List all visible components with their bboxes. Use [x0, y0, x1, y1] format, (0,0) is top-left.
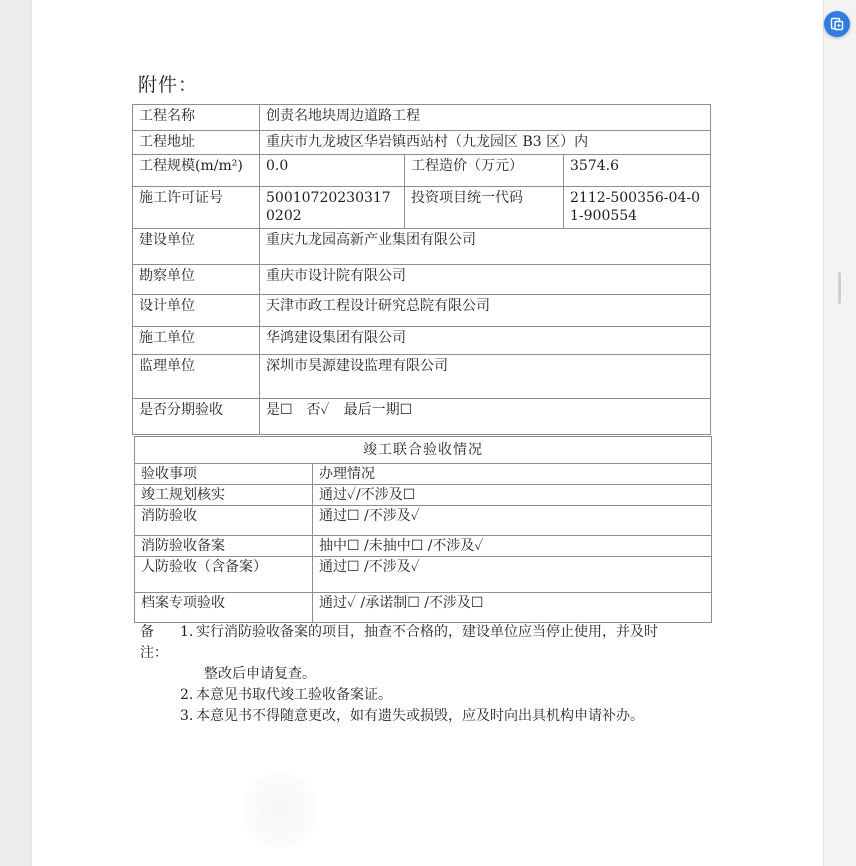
notes-section	[140, 622, 720, 727]
staged-acceptance-label: 是否分期验收	[133, 399, 260, 435]
staged-acceptance-value: 是☐ 否✓ 最后一期☐	[260, 399, 711, 435]
row-project-name	[133, 105, 711, 131]
floating-tool-button[interactable]	[824, 11, 850, 37]
acceptance-status-header: 办理情况	[313, 464, 712, 485]
acceptance-header-row	[135, 464, 712, 485]
acceptance-status: 通过✓/不涉及☐	[313, 485, 712, 506]
acceptance-item: 消防验收	[135, 506, 313, 536]
designer-label: 设计单位	[133, 295, 260, 327]
acceptance-section-row	[135, 437, 712, 464]
note-item	[140, 622, 720, 664]
scrollbar-track[interactable]	[823, 0, 856, 866]
table-row	[135, 557, 712, 593]
surveyor-value: 重庆市设计院有限公司	[260, 265, 711, 295]
scrollbar-thumb[interactable]	[838, 272, 841, 304]
note-text: 本意见书不得随意更改，如有遗失或损毁，应及时向出具机构申请补办。	[196, 708, 644, 724]
translate-doc-icon	[830, 17, 844, 31]
supervisor-label: 监理单位	[133, 355, 260, 399]
acceptance-section-title: 竣工联合验收情况	[135, 437, 712, 464]
row-surveyor	[133, 265, 711, 295]
acceptance-table	[134, 436, 712, 623]
investment-code-label: 投资项目统一代码	[405, 187, 564, 229]
row-designer	[133, 295, 711, 327]
project-cost-value: 3574.6	[564, 155, 711, 187]
note-text: 实行消防验收备案的项目，抽查不合格的，建设单位应当停止使用，并及时	[196, 624, 658, 640]
acceptance-item-header: 验收事项	[135, 464, 313, 485]
table-row	[135, 593, 712, 623]
constructor-value: 华鸿建设集团有限公司	[260, 327, 711, 355]
table-row	[135, 536, 712, 557]
acceptance-item: 档案专项验收	[135, 593, 313, 623]
builder-value: 重庆九龙园高新产业集团有限公司	[260, 229, 711, 265]
row-scale-cost	[133, 155, 711, 187]
table-row	[135, 485, 712, 506]
note-number: 2.	[180, 687, 194, 703]
project-address-value: 重庆市九龙坡区华岩镇西站村（九龙园区 B3 区）内	[260, 131, 711, 155]
acceptance-status: 通过☐ /不涉及✓	[313, 557, 712, 593]
designer-value: 天津市政工程设计研究总院有限公司	[260, 295, 711, 327]
row-project-address	[133, 131, 711, 155]
faint-seal-mark	[240, 770, 320, 850]
table-row	[135, 506, 712, 536]
construction-permit-label: 施工许可证号	[133, 187, 260, 229]
acceptance-item: 消防验收备案	[135, 536, 313, 557]
investment-code-value: 2112-500356-04-01-900554	[564, 187, 711, 229]
row-permit-code	[133, 187, 711, 229]
row-supervisor	[133, 355, 711, 399]
acceptance-item: 竣工规划核实	[135, 485, 313, 506]
construction-permit-value: 500107202303170202	[260, 187, 405, 229]
acceptance-status: 抽中☐ /未抽中☐ /不涉及✓	[313, 536, 712, 557]
note-number: 3.	[180, 708, 194, 724]
project-name-label: 工程名称	[133, 105, 260, 131]
acceptance-item: 人防验收（含备案）	[135, 557, 313, 593]
project-address-label: 工程地址	[133, 131, 260, 155]
project-scale-value: 0.0	[260, 155, 405, 187]
note-number: 1.	[180, 624, 194, 640]
constructor-label: 施工单位	[133, 327, 260, 355]
note-item	[140, 706, 720, 727]
row-constructor	[133, 327, 711, 355]
notes-prefix: 备注：	[140, 624, 168, 661]
note-continuation: 整改后申请复查。	[204, 666, 316, 682]
project-name-value: 创责名地块周边道路工程	[260, 105, 711, 131]
row-builder	[133, 229, 711, 265]
attachment-label: 附件：	[138, 74, 199, 96]
note-text: 本意见书取代竣工验收备案证。	[196, 687, 392, 703]
project-scale-label: 工程规模(m/m²)	[133, 155, 260, 187]
row-staged-acceptance	[133, 399, 711, 435]
supervisor-value: 深圳市昊源建设监理有限公司	[260, 355, 711, 399]
acceptance-status: 通过☐ /不涉及✓	[313, 506, 712, 536]
project-cost-label: 工程造价（万元）	[405, 155, 564, 187]
note-item	[140, 685, 720, 706]
surveyor-label: 勘察单位	[133, 265, 260, 295]
project-info-table	[132, 104, 711, 435]
builder-label: 建设单位	[133, 229, 260, 265]
acceptance-status: 通过✓ /承诺制☐ /不涉及☐	[313, 593, 712, 623]
